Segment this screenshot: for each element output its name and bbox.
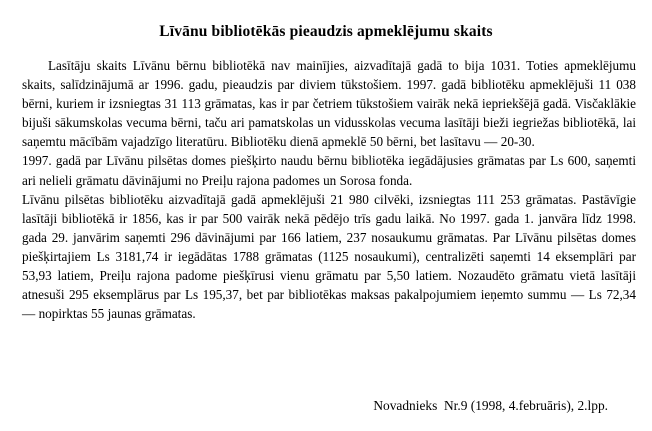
article-body [0,42,652,323]
page-title: Līvānu bibliotēkās pieaudzis apmeklējumu skaits [159,23,493,40]
body-paragraph-3: Līvānu pilsētas bibliotēku aizvadītajā gadā apmeklējuši 21 980 cilvēki, izsniegtas 111 253 grāmatas. Pastāvīgie lasītāji bibliotēkā ir 1856, kas ir par 500 vairāk nekā pēdējo trīs gadu laikā. No 1997. gada 1. janvāra līdz 1998. gada 29. janvārim saņemti 296 dāvinājumi par 166 latiem, 237 nosaukumu grāmatas. Par Līvānu pilsētas domes piešķirtajiem Ls 3181,74 ir iegādātas 1788 grāmatas (1125 nosaukumi), centralizēti saņemti 14 eksemplāri par 53,93 latiem, Preiļu rajona padome piešķīrusi vienu grāmatu par 5,50 latiem. Nozaudēto grāmatu vietā lasītāji atnesuši 295 eksemplārus par Ls 195,37, bet par bibliotēkas maksas pakalpojumiem ieņemto summu — Ls 72,34 — nopirktas 55 jaunas grāmatas. [22,191,636,322]
citation-container [0,397,652,415]
source-citation: Novadnieks Nr.9 (1998, 4.februāris), 2.lpp. [373,398,608,413]
body-paragraph-2: 1997. gadā par Līvānu pilsētas domes piešķirto naudu bērnu bibliotēka iegādājusies grāmatas par Ls 600, saņemti ari nelieli grāmatu dāvinājumi no Preiļu rajona padomes un Sorosa fonda. [22,153,636,188]
body-paragraph-1: Lasītāju skaits Līvānu bērnu bibliotēkā nav mainījies, aizvadītajā gadā to bija 1031. Toties apmeklējumu skaits, salīdzinājumā ar 1996. gadu, pieaudzis par diviem tūkstošiem. 1997. gadā bibliotēku apmeklējuši 11 038 bērni, kuriem ir izsniegtas 31 113 grāmatas, kas ir par četriem tūkstošiem vairāk nekā iepriekšējā gadā. Visčaklākie bijuši sākumskolas vecuma bērni, taču ari pamatskolas un vidusskolas vecuma lasītāji bieži iegriežas bibliotēkā, lai saņemtu mācībām vajadzīgo literatūru. Bibliotēku dienā apmeklē 50 bērni, bet lasītavu — 20-30. [22,58,636,150]
